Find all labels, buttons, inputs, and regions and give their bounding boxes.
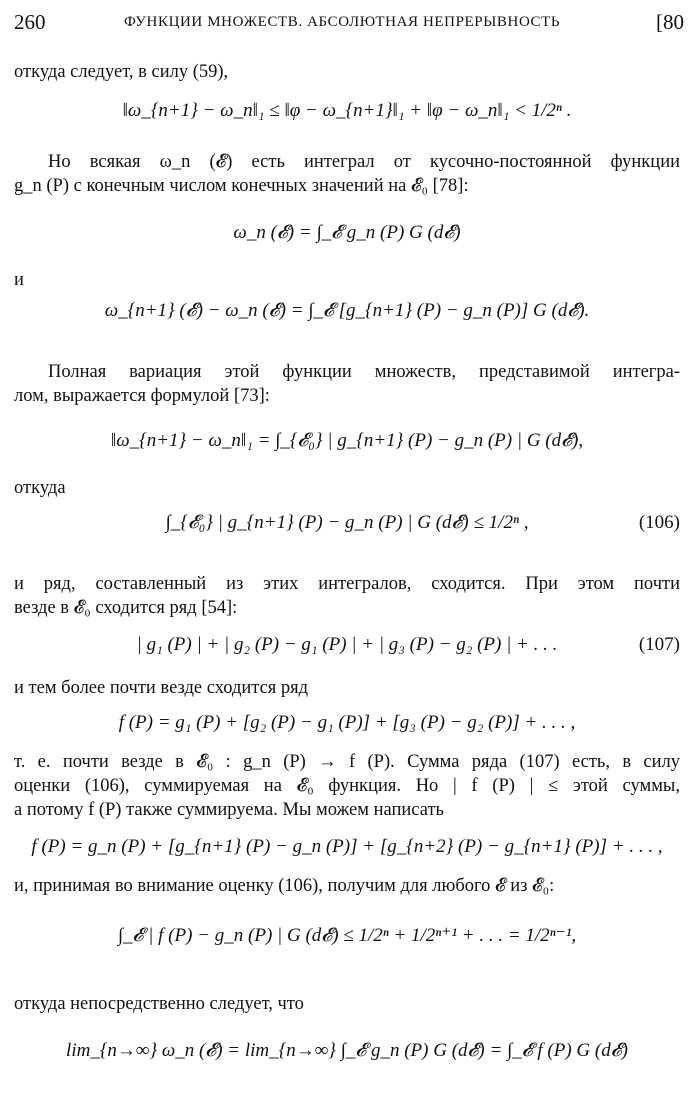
formula-series-gn: f (P) = g_n (P) + [g_{n+1} (P) − g_n (P)] + [g_{n+2} (P) − g_{n+1} (P)] + . . . , [31,836,663,857]
paragraph-5: и тем более почти везде сходится ряд [14,678,309,698]
equation-number-107: (107) [638,634,680,655]
word-whence: откуда [14,478,66,498]
page-header [14,10,684,36]
paragraph-6-line-3: а потому f (P) также суммируема. Мы можем написать [14,800,444,820]
paragraph-3-line-1: Полная вариация этой функции множеств, представимой интегра- [48,362,680,382]
paragraph-2-line-2: g_n (P) с конечным числом конечных значений на 𝓔₀ [78]: [14,176,469,196]
paragraph-7: и, принимая во внимание оценку (106), получим для любого 𝓔 из 𝓔₀: [14,876,555,896]
formula-106: ∫_{𝓔₀} | g_{n+1} (P) − g_n (P) | G (d𝓔) ≤ 1/2ⁿ , [165,512,529,533]
paragraph-2-line-1: Но всякая ω_n (𝓔) есть интеграл от кусочно-постоянной функции [48,152,680,172]
word-and: и [14,270,24,290]
paragraph-6-line-2: оценки (106), суммируемая на 𝓔₀ функция. Но | f (P) | ≤ этой суммы, [14,776,680,796]
paragraph-6-line-1: т. е. почти везде в 𝓔₀ : g_n (P) → f (P). Сумма ряда (107) есть, в силу [14,752,680,772]
running-title: ФУНКЦИИ МНОЖЕСТВ. АБСОЛЮТНАЯ НЕПРЕРЫВНОСТЬ [124,14,561,30]
formula-norm-estimate: ‖ω_{n+1} − ω_n‖₁ ≤ ‖φ − ω_{n+1}‖₁ + ‖φ − ω_n‖₁ < 1/2ⁿ . [122,100,572,121]
formula-limit: lim_{n→∞} ω_n (𝓔) = lim_{n→∞} ∫_𝓔 g_n (P) G (d𝓔) = ∫_𝓔 f (P) G (d𝓔) [66,1040,628,1061]
formula-series-f: f (P) = g₁ (P) + [g₂ (P) − g₁ (P)] + [g₃ (P) − g₂ (P)] + . . . , [118,712,576,733]
section-number: [80 [656,10,684,34]
formula-107: | g₁ (P) | + | g₂ (P) − g₁ (P) | + | g₃ (P) − g₂ (P) | + . . . [136,634,558,655]
paragraph-3-line-2: лом, выражается формулой [73]: [14,386,270,406]
paragraph-8: откуда непосредственно следует, что [14,994,304,1014]
page-number: 260 [14,10,46,34]
paragraph-1: откуда следует, в силу (59), [14,62,229,82]
paragraph-4-line-2: везде в 𝓔₀ сходится ряд [54]: [14,598,238,618]
formula-omega-difference: ω_{n+1} (𝓔) − ω_n (𝓔) = ∫_𝓔 [g_{n+1} (P) − g_n (P)] G (d𝓔). [104,300,590,321]
formula-estimate-integral: ∫_𝓔 | f (P) − g_n (P) | G (d𝓔) ≤ 1/2ⁿ + 1/2ⁿ⁺¹ + . . . = 1/2ⁿ⁻¹, [117,925,577,946]
equation-number-106: (106) [638,512,680,533]
formula-omega-integral: ω_n (𝓔) = ∫_𝓔 g_n (P) G (d𝓔) [233,222,461,243]
formula-total-variation: ‖ω_{n+1} − ω_n‖₁ = ∫_{𝓔₀} | g_{n+1} (P) − g_n (P) | G (d𝓔), [110,430,584,451]
paragraph-4-line-1: и ряд, составленный из этих интегралов, сходится. При этом почти [14,574,680,594]
